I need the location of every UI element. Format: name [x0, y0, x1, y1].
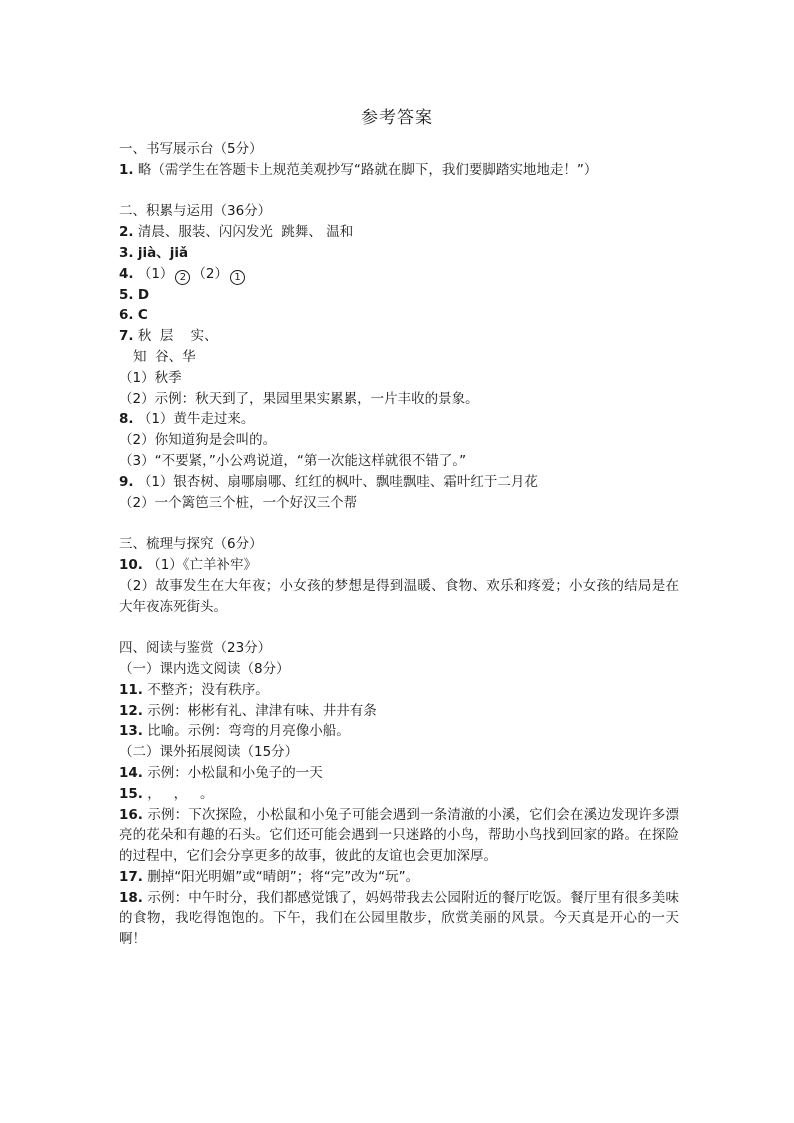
q17-number: 17.: [119, 868, 143, 885]
answer-q9: [119, 472, 679, 493]
q14-text: 示例：小松鼠和小兔子的一天: [147, 764, 323, 781]
section-header-accumulation: 二、积累与运用（36分）: [119, 203, 272, 220]
q14-number: 14.: [119, 764, 143, 781]
page-title: 参考答案: [361, 108, 433, 128]
q11-number: 11.: [119, 681, 143, 698]
q3-number: 3.: [119, 244, 134, 261]
q10-sub1-text: （1）《亡羊补牢》: [147, 556, 258, 573]
q4-part2-label: （2）: [192, 265, 229, 282]
q18-text: 示例：中午时分，我们都感觉饿了，妈妈带我去公园附近的餐厅吃饭。餐厅里有很多美味的食物，我吃得饱饱的。下午，我们在公园里散步，欣赏美丽的风景。今天真是开心的一天啊！: [119, 889, 680, 948]
circled-number-1: 1: [230, 270, 245, 285]
q4-number: 4.: [119, 265, 134, 282]
answer-q14: [119, 763, 679, 784]
q2-number: 2.: [119, 224, 134, 241]
answer-q6: [119, 305, 679, 326]
section-header-exploration: 三、梳理与探究（6分）: [119, 536, 263, 553]
answer-q8-sub2: （2）你知道狗是会叫的。: [119, 432, 277, 449]
q1-text: 略（需学生在答题卡上规范美观抄写“路就在脚下，我们要脚踏实地地走！”）: [137, 161, 598, 178]
answer-q9-sub2: （2）一个篱笆三个桩，一个好汉三个帮: [119, 494, 358, 511]
q13-text: 比喻。示例：弯弯的月亮像小船。: [147, 723, 350, 740]
q15-number: 15.: [119, 785, 143, 802]
q5-text: D: [137, 286, 150, 303]
answer-q7-line1: [119, 326, 679, 347]
answer-q17: [119, 867, 679, 888]
q8-sub1-text: （1）黄牛走过来。: [137, 411, 255, 428]
answer-q1: [119, 160, 679, 181]
q9-sub1-text: （1）银杏树、扇哪扇哪、红红的枫叶、飘哇飘哇、霜叶红于二月花: [137, 473, 538, 490]
answer-q7-line2: 知 谷、华: [133, 348, 196, 365]
answer-content: [119, 139, 679, 950]
answer-q7-sub1: （1）秋季: [119, 369, 182, 386]
answer-q15: [119, 784, 679, 805]
answer-q8-sub3: （3）“不要紧，”小公鸡说道，“第一次能这样就很不错了。”: [119, 452, 467, 469]
q18-number: 18.: [119, 889, 143, 906]
answer-q10-sub2: （2）故事发生在大年夜；小女孩的梦想是得到温暖、食物、欢乐和疼爱；小女孩的结局是在大年夜冻死街头。: [119, 577, 679, 615]
answer-q2: [119, 222, 679, 243]
answer-q8: [119, 409, 679, 430]
q7-number: 7.: [119, 328, 134, 345]
subsection-in-class-reading: （一）课内选文阅读（8分）: [119, 660, 290, 677]
q9-number: 9.: [119, 473, 134, 490]
answer-q13: [119, 721, 679, 742]
subsection-extended-reading: （二）课外拓展阅读（15分）: [119, 744, 299, 761]
q11-text: 不整齐；没有秩序。: [147, 681, 269, 698]
answer-q3: [119, 243, 679, 264]
answer-q11: [119, 680, 679, 701]
q4-part1-label: （1）: [137, 265, 174, 282]
q17-text: 删掉“阳光明媚”或“晴朗”；将“完”改为“玩”。: [147, 868, 420, 885]
q6-number: 6.: [119, 307, 134, 324]
q12-text: 示例：彬彬有礼、津津有味、井井有条: [147, 702, 377, 719]
answer-q4: [119, 264, 679, 285]
q13-number: 13.: [119, 723, 143, 740]
q8-number: 8.: [119, 411, 134, 428]
q10-number: 10.: [119, 556, 143, 573]
answer-q18: [119, 888, 679, 950]
spacer: [119, 513, 679, 534]
answer-q16: [119, 805, 679, 867]
q2-text: 清晨、服装、闪闪发光 跳舞、 温和: [137, 224, 354, 241]
q1-number: 1.: [119, 161, 134, 178]
circled-number-2: 2: [175, 270, 190, 285]
section-header-reading: 四、阅读与鉴赏（23分）: [119, 640, 272, 657]
q7-line1-text: 秋 层 实、: [137, 328, 218, 345]
q6-text: C: [137, 307, 148, 324]
answer-q7-sub2: （2）示例：秋天到了，果园里果实累累，一片丰收的景象。: [119, 390, 479, 407]
q12-number: 12.: [119, 702, 143, 719]
answer-q5: [119, 285, 679, 306]
q5-number: 5.: [119, 286, 134, 303]
spacer: [119, 617, 679, 638]
q3-text: jià、jiǎ: [137, 244, 189, 261]
answer-q10: [119, 555, 679, 576]
spacer: [119, 181, 679, 202]
q15-text: ， ， 。: [147, 785, 214, 802]
q16-number: 16.: [119, 806, 143, 823]
answer-q12: [119, 701, 679, 722]
q16-text: 示例：下次探险，小松鼠和小兔子可能会遇到一条清澈的小溪，它们会在溪边发现许多漂亮的花朵和有趣的石头。它们还可能会遇到一只迷路的小鸟，帮助小鸟找到回家的路。在探险的过程中，它们会分享更多的故事，彼此的友谊也会更加深厚。: [119, 806, 680, 865]
section-header-writing: 一、书写展示台（5分）: [119, 141, 263, 157]
